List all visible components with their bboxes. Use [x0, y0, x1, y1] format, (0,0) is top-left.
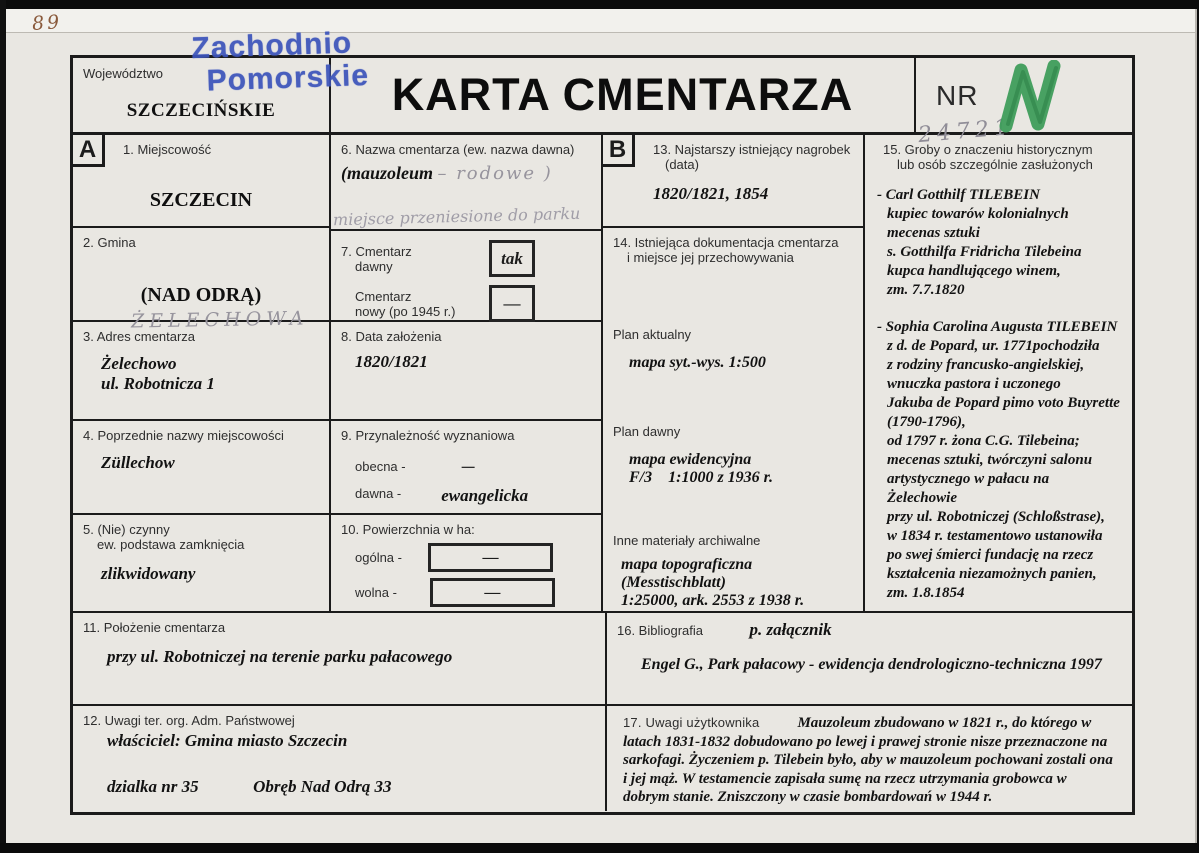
entry2-line: wnuczka pastora i uczonego	[887, 376, 1061, 392]
paper-top-edge	[6, 9, 1197, 36]
scan-top-edge	[0, 0, 1199, 9]
bottom-right-column	[607, 613, 1132, 811]
corner-handwritten-note: 89	[31, 10, 63, 36]
field-7-checkbox-dawny: tak	[489, 240, 535, 277]
field-16-value: Engel G., Park pałacowy - ewidencja dendrologiczno-techniczna 1997	[641, 656, 1102, 673]
field-16-bibliografia	[607, 613, 1132, 706]
header-nr-cell	[914, 58, 1132, 149]
field-10-row2-box: —	[430, 578, 555, 607]
field-7-label1-line2: dawny	[355, 258, 393, 274]
field-10-label: 10. Powierzchnia w ha:	[341, 522, 475, 537]
entry2-line: z rodziny francusko-angielskiej,	[887, 357, 1085, 373]
field-16-note: p. załącznik	[749, 620, 832, 639]
field-15-entry-1	[875, 186, 1122, 300]
plan-aktualny-value: mapa syt.-wys. 1:500	[629, 354, 766, 371]
cemetery-card-form	[70, 55, 1135, 815]
field-2-pencil-note: ŻELECHOWA	[130, 307, 309, 333]
field-7-label2-line1: Cmentarz	[355, 288, 412, 304]
column-a	[73, 135, 331, 611]
entry2-line: Jakuba de Popard pimo voto Buyrette	[887, 395, 1120, 411]
column-b2	[865, 135, 1132, 611]
field-2-gmina	[73, 228, 329, 333]
field-8-label: 8. Data założenia	[341, 329, 442, 344]
field-16-label: 16. Bibliografia	[617, 623, 703, 638]
field-6-nazwa-cmentarza	[331, 135, 601, 231]
field-10-row1-label: ogólna -	[355, 550, 402, 565]
field-3-value-line2: ul. Robotnicza 1	[101, 374, 215, 393]
field-14-label-line2: i miejsce jej przechowywania	[627, 250, 794, 265]
field-14-label-line1: 14. Istniejąca dokumentacja cmentarza	[613, 235, 839, 250]
field-15-entry-2	[875, 318, 1122, 603]
field-1-miejscowosc	[73, 135, 329, 228]
scan-right-edge	[1195, 9, 1197, 843]
voivodeship-value: SZCZECIŃSKIE	[126, 100, 276, 121]
entry2-line: z d. de Popard, ur. 1771pochodziła	[887, 338, 1100, 354]
field-6-label: 6. Nazwa cmentarza (ew. nazwa dawna)	[341, 142, 575, 157]
form-grid	[73, 135, 1132, 613]
field-2-label: 2. Gmina	[83, 235, 136, 250]
field-13-label-line2: (data)	[665, 157, 699, 172]
field-12-value-line2b: Obręb Nad Odrą 33	[253, 777, 392, 796]
field-8-value: 1820/1821	[355, 352, 428, 371]
stamp-line2: Pomorskie	[206, 58, 370, 98]
inne-materialy-line1: mapa topograficzna (Messtischblatt)	[621, 556, 753, 591]
field-12-value-line2a: dzialka nr 35	[107, 777, 199, 796]
scan-left-edge	[0, 0, 6, 160]
field-11-polozenie	[73, 613, 605, 706]
entry2-line: mecenas sztuki, twórczyni salonu	[887, 452, 1093, 468]
plan-dawny-value-line1: mapa ewidencyjna	[629, 451, 752, 468]
field-12-label: 12. Uwagi ter. org. Adm. Państwowej	[83, 713, 295, 728]
entry1-line: zm. 7.7.1820	[887, 282, 965, 298]
field-1-value: SZCZECIN	[149, 189, 253, 211]
stamp-line1: Zachodnio	[190, 26, 353, 66]
entry2-line: po swej śmierci fundację na rzecz	[887, 547, 1094, 563]
entry2-line: artystycznego w pałacu na Żelechowie	[887, 471, 1050, 506]
field-15-label-line2: lub osób szczególnie zasłużonych	[897, 157, 1093, 172]
field-17-text: Mauzoleum zbudowano w 1821 r., do którego w latach 1831-1832 dobudowano po lewej i prawej stronie nisze przeznaczone na sarkofagi. Życzeniem p. Tilebein było, aby w mauzoleum pochowani zostali ona i jej mąż. W testamencie zapisała sumę na rzecz utrzymania grobowca w dobrym stanie. Zniszczony w czasie bombardowań w 1944 r.	[623, 715, 1113, 805]
field-15-label-line1: 15. Groby o znaczeniu historycznym	[883, 142, 1093, 157]
entry1-line: kupiec towarów kolonialnych	[887, 206, 1069, 222]
entry2-line: - Sophia Carolina Augusta TILEBEIN	[877, 319, 1118, 335]
field-4-label: 4. Poprzednie nazwy miejscowości	[83, 428, 284, 443]
plan-dawny-value-line2: F/3 1:1000 z 1936 r.	[629, 469, 774, 486]
field-5-czynny	[73, 515, 329, 609]
field-7-cmentarz-dawny-nowy	[331, 231, 601, 322]
field-10-powierzchnia	[331, 515, 601, 609]
scanned-paper	[6, 9, 1197, 843]
inne-materialy-label: Inne materiały archiwalne	[613, 533, 761, 548]
field-5-label-line1: 5. (Nie) czynny	[83, 522, 170, 537]
field-4-value: Züllechow	[101, 453, 175, 472]
entry1-line: - Carl Gotthilf TILEBEIN	[877, 187, 1040, 203]
field-7-label1-line1: 7. Cmentarz	[341, 243, 412, 259]
field-10-row2-label: wolna -	[355, 585, 397, 600]
field-6-pencil-value: – rodowe )	[437, 163, 553, 184]
field-17-body	[617, 713, 1122, 807]
nr-label: NR	[936, 80, 979, 111]
entry1-line: mecenas sztuki	[887, 225, 980, 241]
header-title-cell	[331, 58, 914, 132]
field-17-label: 17. Uwagi użytkownika	[623, 715, 760, 730]
entry2-line: (1790-1796),	[887, 414, 966, 430]
voivodeship-ink-stamp	[191, 26, 370, 98]
section-b-letter: B	[603, 135, 635, 167]
entry2-line: przy ul. Robotniczej (Schloßstrase),	[887, 509, 1105, 525]
inne-materialy-line2: 1:25000, ark. 2553 z 1938 r.	[621, 592, 805, 609]
entry2-line: zm. 1.8.1854	[887, 585, 965, 601]
field-9-row1-label: obecna -	[355, 459, 406, 474]
scan-bottom-edge	[0, 843, 1199, 853]
entry1-line: s. Gotthilfa Fridricha Tilebeina	[887, 244, 1082, 260]
field-14-dokumentacja	[603, 228, 863, 611]
voivodeship-label: Województwo	[83, 66, 163, 81]
field-12-uwagi-adm	[73, 706, 605, 809]
field-6-pencil-note: miejsce przeniesione do parku	[332, 203, 581, 230]
field-5-value: zlikwidowany	[101, 564, 196, 583]
entry1-line: kupca handlującego winem,	[887, 263, 1061, 279]
field-9-przynaleznosc	[331, 421, 601, 515]
field-10-row1-box: —	[428, 543, 553, 572]
field-5-label-line2: ew. podstawa zamknięcia	[97, 537, 245, 552]
field-3-adres	[73, 322, 329, 421]
field-3-label: 3. Adres cmentarza	[83, 329, 195, 344]
field-2-value: (NAD ODRĄ)	[140, 284, 262, 306]
field-1-label: 1. Miejscowość	[123, 142, 212, 157]
field-7-label2-line2: nowy (po 1945 r.)	[355, 303, 456, 319]
field-9-row2-value: ewangelicka	[441, 486, 529, 505]
nr-pencil-number: 24721	[917, 114, 1014, 149]
field-9-row2-label: dawna -	[355, 486, 402, 501]
field-8-data-zalozenia	[331, 322, 601, 421]
field-7-checkbox-nowy: —	[489, 285, 535, 322]
entry2-line: od 1797 r. żona C.G. Tilebeina;	[887, 433, 1080, 449]
field-3-value-line1: Żelechowo	[101, 354, 177, 373]
field-11-label: 11. Położenie cmentarza	[83, 620, 226, 635]
page-title: KARTA CMENTARZA	[391, 69, 854, 120]
field-13-value: 1820/1821, 1854	[653, 184, 769, 203]
entry2-line: w 1834 r. testamentowo ustanowiła	[887, 528, 1103, 544]
field-9-label: 9. Przynależność wyznaniowa	[341, 428, 515, 443]
section-a-letter: A	[73, 135, 105, 167]
field-11-value: przy ul. Robotniczej na terenie parku pałacowego	[107, 647, 453, 666]
form-bottom	[73, 613, 1132, 811]
field-17-uwagi-uzytkownika	[607, 706, 1132, 809]
field-9-row1-value: —	[461, 459, 475, 474]
field-4-poprzednie-nazwy	[73, 421, 329, 515]
field-6-printed-value: (mauzoleum	[341, 163, 434, 183]
column-a2	[331, 135, 603, 611]
field-15-groby-historyczne	[865, 135, 1132, 613]
plan-aktualny-label: Plan aktualny	[613, 327, 692, 342]
field-12-value-line1: właściciel: Gmina miasto Szczecin	[107, 731, 348, 750]
entry2-line: kształcenia niezamożnych panien,	[887, 566, 1097, 582]
plan-dawny-label: Plan dawny	[613, 424, 681, 439]
green-marker-n-icon	[994, 60, 1090, 136]
bottom-left-column	[73, 613, 607, 811]
field-13-najstarszy-nagrobek	[603, 135, 863, 228]
column-b	[603, 135, 865, 611]
field-13-label-line1: 13. Najstarszy istniejący nagrobek	[653, 142, 851, 157]
